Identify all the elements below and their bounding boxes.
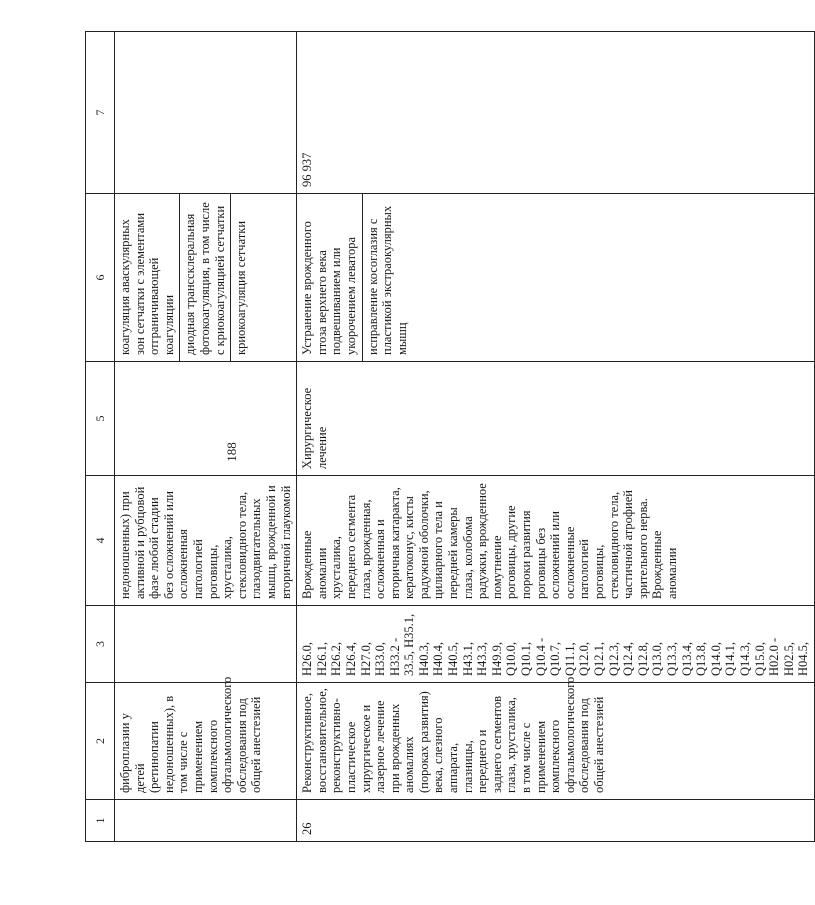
treatment-method-item: диодная транссклеральная фотокоагуляция, в том числе с криокоагуляцией сетчатки [179, 194, 227, 361]
header-cell: 1 [86, 800, 115, 842]
header-cell: 3 [86, 606, 115, 683]
norm-cost-cell [115, 32, 297, 194]
norm-cost-cell: 96 937 [297, 32, 815, 194]
header-cell: 5 [86, 362, 115, 476]
treatment-method-cell [115, 194, 297, 362]
header-cell: 2 [86, 683, 115, 800]
treatment-method-item: коагуляция аваскулярных зон сетчатки с элементами отграничивающей коагуляции [118, 212, 176, 355]
table-row-26 [297, 32, 815, 842]
treatment-type-cell: Хирургическое лечение [297, 362, 815, 476]
page-number: 188 [224, 442, 239, 462]
icd-code-cell [115, 606, 297, 683]
header-cell: 7 [86, 32, 115, 194]
treatment-method-cell [297, 194, 815, 362]
header-cell: 4 [86, 476, 115, 606]
table-header-row [86, 32, 115, 842]
treatment-method-item: криокоагуляция сетчатки [230, 194, 249, 361]
rotated-table-container [85, 32, 811, 842]
header-cell: 6 [86, 194, 115, 362]
method-name-cell: фиброплазии у детей (ретинопатии недоношенных), в том числе с применением комплексного офтальмологического обследования под общей анестезией [115, 683, 297, 800]
icd-code-cell: H26.0, H26.1, H26.2, H26.4, H27.0, H33.0, H33.2 - 33.5, H35.1, H40.3, H40.4, H40.5, H43.1, H43.3, H49.9, Q10.0, Q10.1, Q10.4 - Q10.7, Q11.1, Q12.0, Q12.1, Q12.3, Q12.4, Q12.8, Q13.0, Q13.3, Q13.4, Q13.8, Q14.0, Q14.1, Q14.3, Q15.0, H02.0 - H02.5, H04.5, [297, 606, 815, 683]
treatment-method-item: исправление косоглазия с пластикой экстраокулярных мышц [362, 194, 410, 361]
patient-model-cell: Врожденные аномалии хрусталика, переднего сегмента глаза, врожденная, осложненная и вторичная катаракта, кератоконус, кисты радужной оболочки, цилиарного тела и передней камеры глаза, колобома радужки, врожденное помутнение роговицы, другие пороки развития роговицы без осложнений или осложненные патологией роговицы, стекловидного тела, частичной атрофией зрительного нерва. Врожденные аномалии [297, 476, 815, 606]
medical-care-table [85, 31, 815, 842]
treatment-method-item: Устранение врожденного птоза верхнего века подвешиванием или укорочением леватора [300, 221, 358, 355]
table-row-continued [115, 32, 297, 842]
method-name-cell: Реконструктивное, восстановительное, реконструктивно-пластическое хирургическое и лазерное лечение при врожденных аномалиях (пороках развития) века, слезного аппарата, глазницы, переднего и заднего сегментов глаза, хрусталика, в том числе с применением комплексного офтальмологического обследования под общей анестезией [297, 683, 815, 800]
patient-model-cell: недоношенных) при активной и рубцовой фазе любой стадии без осложнений или осложненная патологией роговицы, хрусталика, стекловидного тела, глазодвигательных мышц, врожденной и вторичной глаукомой [115, 476, 297, 606]
row-number-cell: 26 [297, 800, 815, 842]
row-number-cell [115, 800, 297, 842]
treatment-type-cell [115, 362, 297, 476]
